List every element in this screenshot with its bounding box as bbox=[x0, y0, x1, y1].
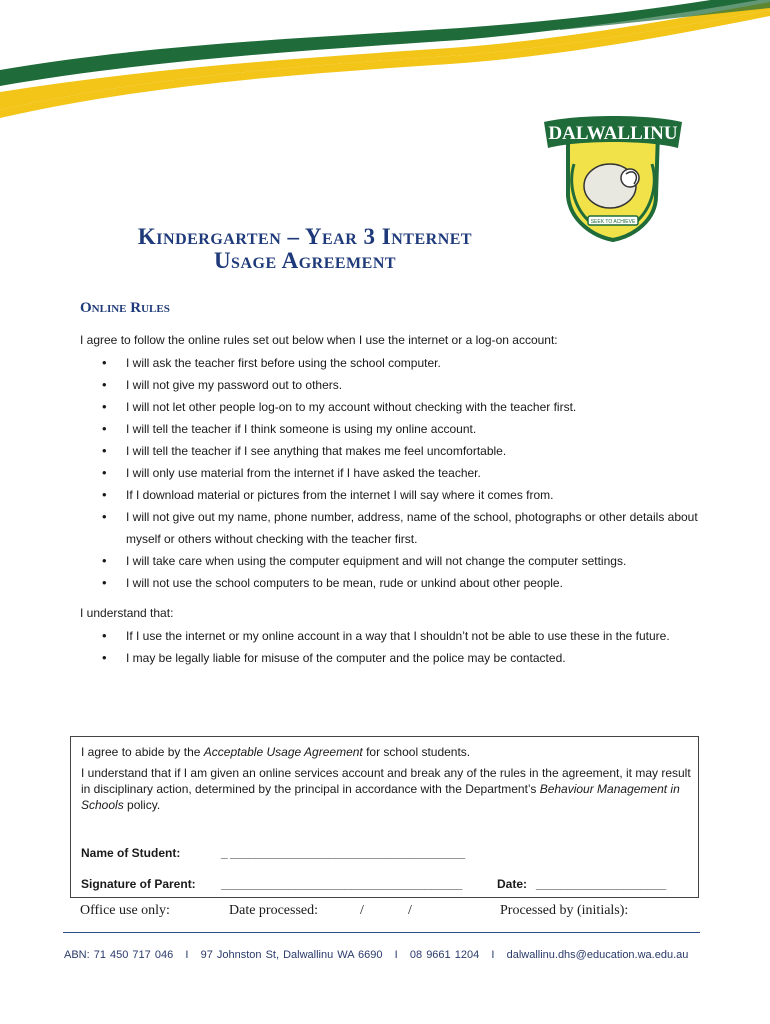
agreement-text: for school students. bbox=[362, 745, 471, 759]
student-name-label: Name of Student: bbox=[81, 846, 181, 860]
logo-motto: SEEK TO ACHIEVE bbox=[590, 219, 636, 225]
rule-item: • I will only use material from the internet if I have asked the teacher. bbox=[80, 462, 700, 484]
date-field[interactable]: _____________________ bbox=[536, 877, 666, 891]
rule-item: • I will not give out my name, phone number, address, name of the school, photographs or other details about myself or others without checking with the teacher first. bbox=[80, 506, 700, 550]
document-title bbox=[85, 225, 525, 273]
agreement-text: I agree to abide by the bbox=[81, 745, 204, 759]
online-rules-intro: I agree to follow the online rules set out below when I use the internet or a log-on account: bbox=[80, 333, 558, 347]
date-processed-label: Date processed: bbox=[229, 903, 319, 918]
rule-item: • I will not give my password out to others. bbox=[80, 374, 700, 396]
rule-item: • I will take care when using the computer equipment and will not change the computer settings. bbox=[80, 550, 700, 572]
rule-item: • If I download material or pictures from the internet I will say where it comes from. bbox=[80, 484, 700, 506]
rule-item: • I will not let other people log-on to my account without checking with the teacher first. bbox=[80, 396, 700, 418]
processed-by-label: Processed by (initials): bbox=[500, 903, 629, 918]
rule-item: • I will ask the teacher first before using the school computer. bbox=[80, 352, 700, 374]
rule-item: • I will not use the school computers to be mean, rude or unkind about other people. bbox=[80, 572, 700, 594]
title-line-2: Usage Agreement bbox=[213, 248, 397, 273]
date-processed-slash-1: / bbox=[360, 903, 364, 918]
policy-name: Behaviour Management in Schools bbox=[81, 782, 680, 812]
logo-name: DALWALLINU bbox=[548, 123, 678, 144]
parent-signature-field[interactable]: _______________________________________ bbox=[221, 877, 462, 891]
school-crest-logo bbox=[538, 104, 688, 244]
agreement-box bbox=[70, 736, 699, 898]
date-label: Date: bbox=[497, 877, 528, 891]
footer-contact: ABN: 71 450 717 046 I 97 Johnston St, Dalwallinu WA 6690 I 08 9661 1204 I dalwallinu.dhs@education.wa.edu.au bbox=[64, 949, 689, 961]
understand-item: • I may be legally liable for misuse of the computer and the police may be contacted. bbox=[80, 647, 700, 669]
agreement-doc-name: Acceptable Usage Agreement bbox=[203, 745, 363, 759]
agreement-text: policy. bbox=[123, 798, 161, 812]
understand-list bbox=[80, 625, 700, 669]
office-use-label: Office use only: bbox=[80, 903, 170, 918]
rule-item: • I will tell the teacher if I think someone is using my online account. bbox=[80, 418, 700, 440]
title-line-1: Kindergarten – Year 3 Internet bbox=[137, 224, 473, 249]
online-rules-heading: Online Rules bbox=[80, 300, 170, 316]
date-processed-slash-2: / bbox=[408, 903, 412, 918]
rule-item: • I will tell the teacher if I see anything that makes me feel uncomfortable. bbox=[80, 440, 700, 462]
footer-divider bbox=[63, 932, 700, 933]
online-rules-list bbox=[80, 352, 700, 594]
understand-item: • If I use the internet or my online account in a way that I shouldn’t not be able to use these in the future. bbox=[80, 625, 700, 647]
agreement-paragraph-1 bbox=[81, 745, 470, 759]
agreement-paragraph-2 bbox=[81, 765, 691, 813]
student-name-field[interactable]: _ ______________________________________ bbox=[221, 846, 465, 860]
understand-intro: I understand that: bbox=[80, 606, 174, 620]
parent-signature-label: Signature of Parent: bbox=[81, 877, 196, 891]
agreement-text: I understand that if I am given an online services account and break any of the rules in the agreement, it may result in disciplinary action, determined by the principal in accordance with the Department’s bbox=[81, 766, 691, 796]
